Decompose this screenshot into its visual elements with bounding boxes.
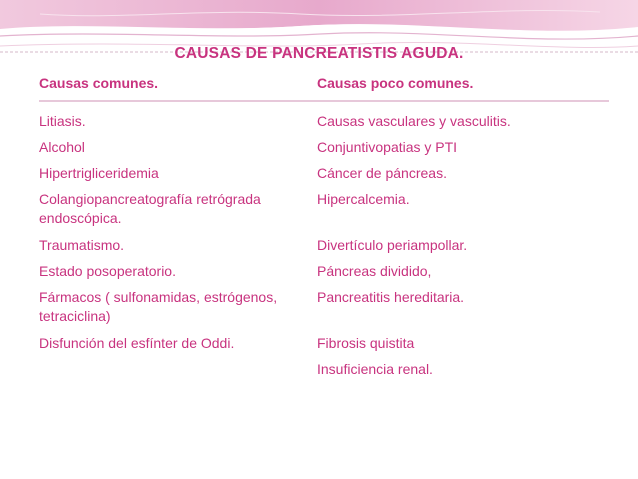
uncommon-cause-cell: Fibrosis quistita xyxy=(317,335,415,351)
table-body xyxy=(39,102,609,386)
table-row xyxy=(39,164,609,190)
header-uncommon-causes: Causas poco comunes. xyxy=(317,75,474,91)
table-row xyxy=(39,138,609,164)
common-cause-cell: Colangiopancreatografía retrógrada endoscópica. xyxy=(39,191,261,226)
common-cause-cell xyxy=(39,360,317,386)
common-cause-cell: Traumatismo. xyxy=(39,237,125,253)
common-cause-cell: Fármacos ( sulfonamidas, estrógenos, tetraciclina) xyxy=(39,289,278,324)
table-row xyxy=(39,112,609,138)
page-title: CAUSAS DE PANCREATISTIS AGUDA. xyxy=(174,45,464,62)
uncommon-cause-cell: Insuficiencia renal. xyxy=(317,361,433,377)
uncommon-cause-cell: Hipercalcemia. xyxy=(317,191,410,207)
common-cause-cell: Disfunción del esfínter de Oddi. xyxy=(39,335,235,351)
table-row xyxy=(39,190,609,236)
table-header-row xyxy=(39,66,609,102)
common-cause-cell: Litiasis. xyxy=(39,113,86,129)
common-cause-cell: Alcohol xyxy=(39,139,85,155)
header-common-causes: Causas comunes. xyxy=(39,75,159,91)
table-row xyxy=(39,262,609,288)
uncommon-cause-cell: Causas vasculares y vasculitis. xyxy=(317,113,511,129)
causes-table xyxy=(39,66,609,386)
common-cause-cell: Hipertrigliceridemia xyxy=(39,165,159,181)
table-row xyxy=(39,334,609,360)
uncommon-cause-cell: Páncreas dividido, xyxy=(317,263,432,279)
common-cause-cell: Estado posoperatorio. xyxy=(39,263,176,279)
table-row xyxy=(39,360,609,386)
table-row xyxy=(39,236,609,262)
uncommon-cause-cell: Conjuntivopatias y PTI xyxy=(317,139,458,155)
uncommon-cause-cell: Pancreatitis hereditaria. xyxy=(317,289,465,305)
uncommon-cause-cell: Cáncer de páncreas. xyxy=(317,165,447,181)
uncommon-cause-cell: Divertículo periampollar. xyxy=(317,237,468,253)
table-row xyxy=(39,288,609,334)
